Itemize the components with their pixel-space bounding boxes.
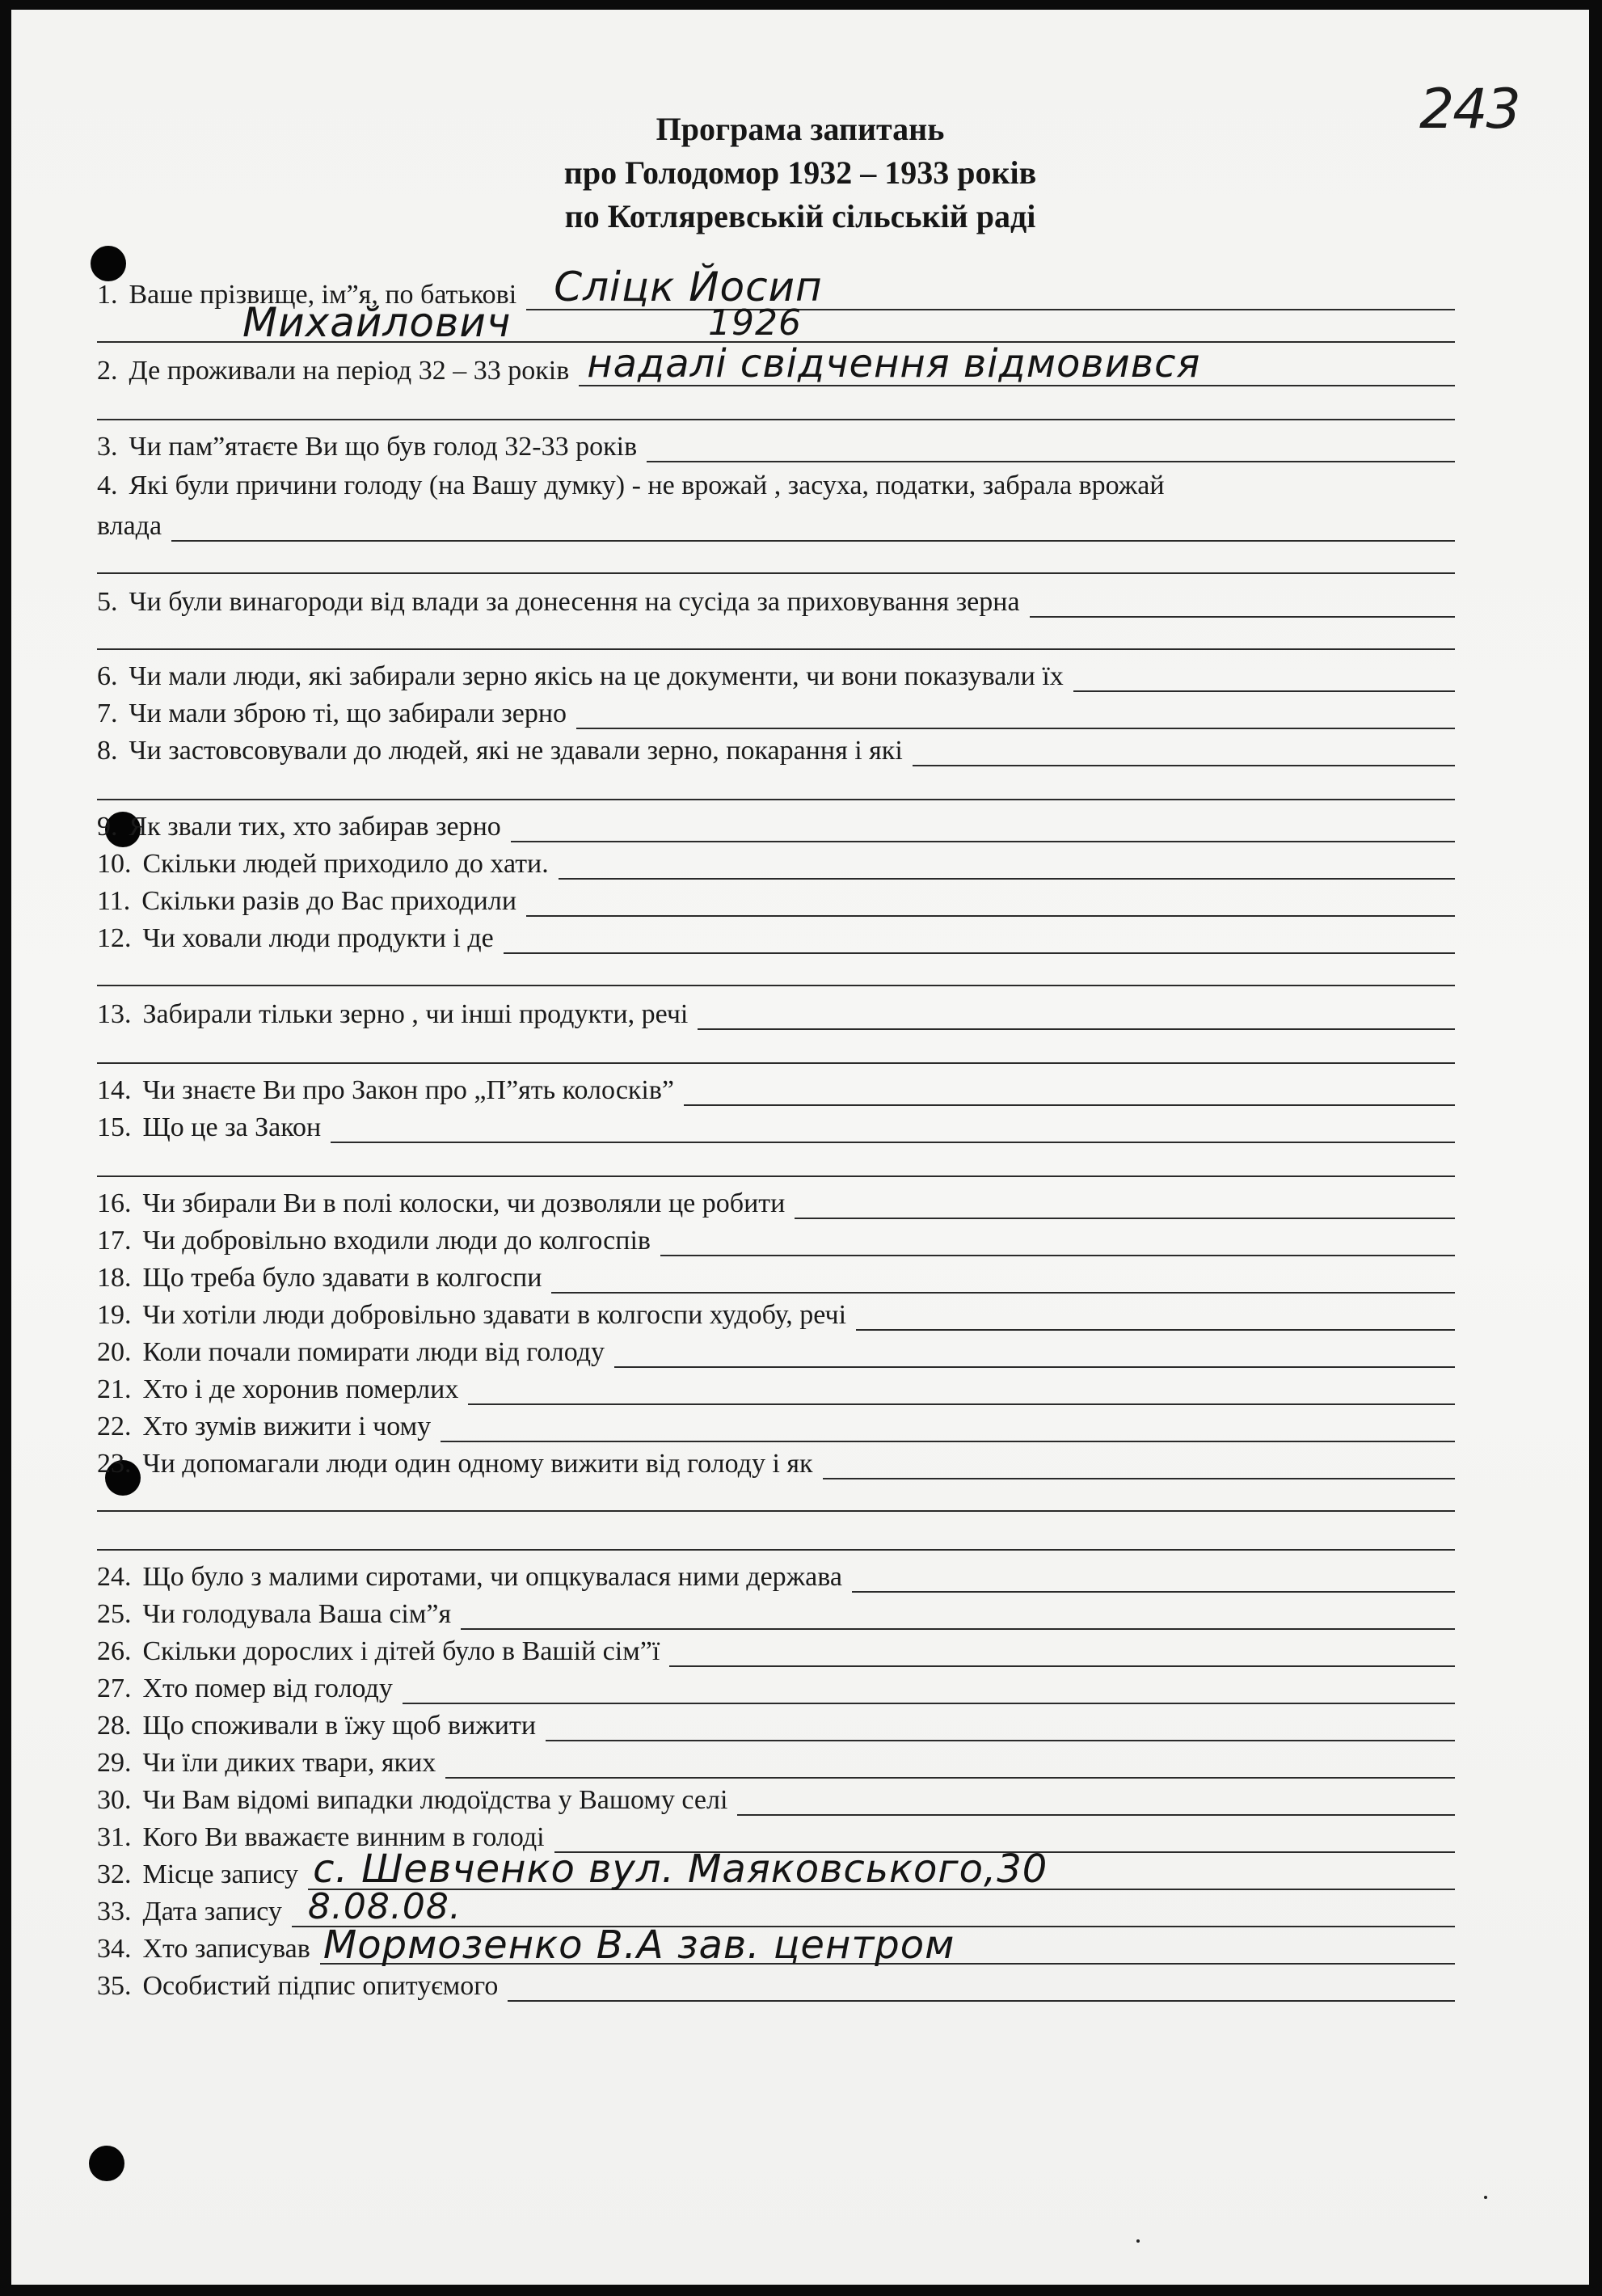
- question-text: Хто записував: [142, 1934, 310, 1964]
- question-number: 5.: [97, 587, 118, 617]
- question-text: Чи пам”ятаєте Ви що був голод 32-33 років: [129, 432, 638, 462]
- question-21: [97, 1366, 1455, 1405]
- question-number: 3.: [97, 432, 118, 462]
- answer-field-14[interactable]: [684, 1074, 1455, 1106]
- question-text-continued: влада: [97, 511, 162, 541]
- speck: [1484, 2196, 1487, 2199]
- question-8: [97, 728, 1455, 766]
- answer-field-12[interactable]: [504, 922, 1455, 954]
- question-text: Чи мали зброю ті, що забирали зерно: [129, 699, 567, 728]
- question-text: Як звали тих, хто забирав зерно: [129, 812, 501, 842]
- question-text: Що треба було здавати в колгоспи: [142, 1263, 542, 1293]
- question-29: [97, 1740, 1455, 1779]
- question-7: [97, 690, 1455, 729]
- question-number: 32.: [97, 1859, 132, 1889]
- answer-line: [97, 799, 1455, 800]
- question-number: 18.: [97, 1263, 132, 1293]
- question-24: [97, 1554, 1455, 1593]
- question-number: 10.: [97, 849, 132, 879]
- question-11: [97, 878, 1455, 917]
- question-4-continued: [97, 503, 1455, 542]
- question-20: [97, 1329, 1455, 1368]
- question-text: Які були причини голоду (на Вашу думку) - не врожай , засуха, податки, забрала врожай: [129, 471, 1165, 500]
- question-35: [97, 1963, 1455, 2002]
- question-text: Що це за Закон: [142, 1112, 322, 1142]
- answer-field-27[interactable]: [403, 1672, 1455, 1704]
- handwritten-place: с. Шевченко вул. Маяковського,30: [313, 1847, 1048, 1892]
- question-number: 11.: [97, 886, 131, 916]
- question-number: 19.: [97, 1300, 132, 1330]
- question-13: [97, 991, 1455, 1030]
- question-number: 13.: [97, 999, 132, 1029]
- question-number: 16.: [97, 1188, 132, 1218]
- document-title-line-3: по Котляревській сільській раді: [564, 198, 1036, 234]
- answer-field-5[interactable]: [1030, 585, 1455, 618]
- handwritten-name: Сліцк Йосип: [554, 264, 823, 310]
- answer-field-13[interactable]: [698, 998, 1455, 1030]
- question-text: Хто зумів вижити і чому: [142, 1412, 432, 1441]
- question-3: [97, 424, 1455, 462]
- question-number: 14.: [97, 1075, 132, 1105]
- question-text: Чи були винагороди від влади за донесення на сусіда за приховування зерна: [129, 587, 1020, 617]
- question-5: [97, 579, 1455, 618]
- question-4: [97, 462, 1455, 501]
- answer-field-1[interactable]: [526, 264, 1455, 310]
- answer-field-26[interactable]: [669, 1635, 1455, 1667]
- question-22: [97, 1403, 1455, 1442]
- answer-field-34[interactable]: [320, 1922, 1455, 1968]
- handwritten-date: 8.08.08.: [307, 1886, 462, 1927]
- question-text: Що споживали в їжу щоб вижити: [142, 1711, 537, 1741]
- question-27: [97, 1665, 1455, 1704]
- question-34: [97, 1922, 1455, 1968]
- question-number: 29.: [97, 1748, 132, 1778]
- question-text: Хто помер від голоду: [142, 1673, 393, 1703]
- question-number: 9.: [97, 812, 118, 842]
- question-text: Дата запису: [142, 1897, 282, 1927]
- question-6: [97, 653, 1455, 692]
- handwritten-recorder: Мормозенко В.А зав. центром: [323, 1922, 955, 1968]
- question-number: 20.: [97, 1337, 132, 1367]
- question-text: Чи Вам відомі випадки людоїдства у Вашому селі: [142, 1785, 728, 1815]
- answer-field-17[interactable]: [660, 1224, 1455, 1256]
- answer-line: [97, 1175, 1455, 1177]
- question-text: Де проживали на період 32 – 33 років: [129, 356, 570, 386]
- question-17: [97, 1218, 1455, 1256]
- answer-field-29[interactable]: [445, 1746, 1455, 1779]
- answer-line: [97, 648, 1455, 650]
- answer-field-10[interactable]: [559, 847, 1455, 880]
- answer-field-9[interactable]: [511, 810, 1455, 842]
- answer-field-3[interactable]: [647, 430, 1455, 462]
- answer-field-28[interactable]: [546, 1709, 1455, 1741]
- answer-field-18[interactable]: [551, 1261, 1455, 1294]
- question-number: 22.: [97, 1412, 132, 1441]
- question-16: [97, 1180, 1455, 1219]
- question-number: 33.: [97, 1897, 132, 1927]
- question-19: [97, 1292, 1455, 1331]
- speck: [1136, 2239, 1140, 2243]
- question-text: Скільки дорослих і дітей було в Вашій сім”ї: [142, 1636, 660, 1666]
- question-number: 30.: [97, 1785, 132, 1815]
- question-text: Кого Ви вважаєте винним в голоді: [142, 1822, 545, 1852]
- answer-field-6[interactable]: [1073, 660, 1455, 692]
- handwritten-answer: надалі свідчення відмовився: [587, 341, 1201, 386]
- question-2: [97, 341, 1455, 386]
- question-text: Забирали тільки зерно , чи інші продукти, речі: [142, 999, 689, 1029]
- question-25: [97, 1591, 1455, 1630]
- question-text: Чи їли диких твари, яких: [142, 1748, 436, 1778]
- question-number: 1.: [97, 280, 118, 310]
- question-number: 7.: [97, 699, 118, 728]
- answer-field-8[interactable]: [913, 734, 1455, 766]
- answer-field-20[interactable]: [614, 1336, 1455, 1368]
- question-number: 15.: [97, 1112, 132, 1142]
- question-12: [97, 915, 1455, 954]
- question-number: 17.: [97, 1226, 132, 1256]
- question-number: 21.: [97, 1374, 132, 1404]
- question-text: Чи збирали Ви в полі колоски, чи дозволяли це робити: [142, 1188, 786, 1218]
- question-text: Коли почали помирати люди від голоду: [142, 1337, 605, 1367]
- question-text: Скільки людей приходило до хати.: [142, 849, 549, 879]
- question-32: [97, 1847, 1455, 1892]
- question-text: Чи ховали люди продукти і де: [142, 923, 494, 953]
- question-text: Чи знаєте Ви про Закон про „П”ять колосків”: [142, 1075, 675, 1105]
- question-18: [97, 1255, 1455, 1294]
- question-number: 2.: [97, 356, 118, 386]
- answer-field-23[interactable]: [823, 1447, 1455, 1479]
- document-title-line-2: про Голодомор 1932 – 1933 років: [563, 154, 1037, 191]
- question-14: [97, 1067, 1455, 1106]
- answer-line: [97, 1549, 1455, 1551]
- question-number: 31.: [97, 1822, 132, 1852]
- question-text: Чи застовсовували до людей, які не здавали зерно, покарання і які: [129, 736, 903, 766]
- question-text: Що було з малими сиротами, чи опцкувалася ними держава: [142, 1562, 842, 1592]
- question-9: [97, 804, 1455, 842]
- document-page: [11, 10, 1589, 2285]
- question-number: 23.: [97, 1449, 132, 1479]
- question-text: Ваше прізвище, ім”я, по батькові: [129, 280, 517, 310]
- question-number: 8.: [97, 736, 118, 766]
- question-30: [97, 1777, 1455, 1816]
- question-text: Хто і де хоронив померлих: [142, 1374, 459, 1404]
- question-number: 4.: [97, 471, 118, 500]
- punch-hole: [89, 2146, 124, 2181]
- question-number: 26.: [97, 1636, 132, 1666]
- question-text: Чи добровільно входили люди до колгоспів: [142, 1226, 651, 1256]
- question-text: Чи допомагали люди один одному вижити від голоду і як: [142, 1449, 813, 1479]
- answer-field-16[interactable]: [795, 1187, 1455, 1219]
- question-number: 25.: [97, 1599, 132, 1629]
- answer-field-24[interactable]: [852, 1560, 1455, 1593]
- question-number: 24.: [97, 1562, 132, 1592]
- question-text: Скільки разів до Вас приходили: [141, 886, 517, 916]
- answer-line: [97, 1510, 1455, 1512]
- answer-field-25[interactable]: [461, 1597, 1455, 1630]
- answer-line: [97, 985, 1455, 986]
- answer-field-19[interactable]: [856, 1298, 1455, 1331]
- answer-line: [97, 419, 1455, 420]
- answer-line: [97, 1062, 1455, 1064]
- answer-field-21[interactable]: [468, 1373, 1455, 1405]
- question-10: [97, 841, 1455, 880]
- question-28: [97, 1703, 1455, 1741]
- answer-field-2[interactable]: [579, 341, 1455, 386]
- answer-field-32[interactable]: [308, 1847, 1455, 1892]
- question-26: [97, 1628, 1455, 1667]
- page-number: 243: [1419, 78, 1520, 141]
- question-number: 27.: [97, 1673, 132, 1703]
- answer-field-30[interactable]: [737, 1783, 1455, 1816]
- question-text: Чи мали люди, які забирали зерно якісь на це документи, чи вони показували їх: [129, 661, 1064, 691]
- handwritten-year: 1926: [708, 302, 802, 344]
- answer-field-7[interactable]: [576, 697, 1455, 729]
- answer-field-15[interactable]: [331, 1111, 1455, 1143]
- question-text: Чи хотіли люди добровільно здавати в колгоспи худобу, речі: [142, 1300, 847, 1330]
- question-number: 6.: [97, 661, 118, 691]
- answer-field-4[interactable]: [171, 509, 1455, 542]
- question-text: Чи голодувала Ваша сім”я: [142, 1599, 452, 1629]
- answer-field-22[interactable]: [441, 1410, 1455, 1442]
- answer-field-11[interactable]: [526, 884, 1455, 917]
- question-23: [97, 1441, 1455, 1479]
- question-text: Місце запису: [142, 1859, 299, 1889]
- signature-field[interactable]: [508, 1969, 1455, 2002]
- document-title-line-1: Програма запитань: [656, 111, 945, 147]
- question-33: [97, 1886, 1455, 1927]
- answer-line: [97, 572, 1455, 574]
- question-number: 12.: [97, 923, 132, 953]
- handwritten-patronymic: Михайлович: [242, 299, 512, 346]
- question-15: [97, 1104, 1455, 1143]
- question-number: 28.: [97, 1711, 132, 1741]
- question-text: Особистий підпис опитуємого: [142, 1971, 499, 2001]
- question-number: 35.: [97, 1971, 132, 2001]
- question-number: 34.: [97, 1934, 132, 1964]
